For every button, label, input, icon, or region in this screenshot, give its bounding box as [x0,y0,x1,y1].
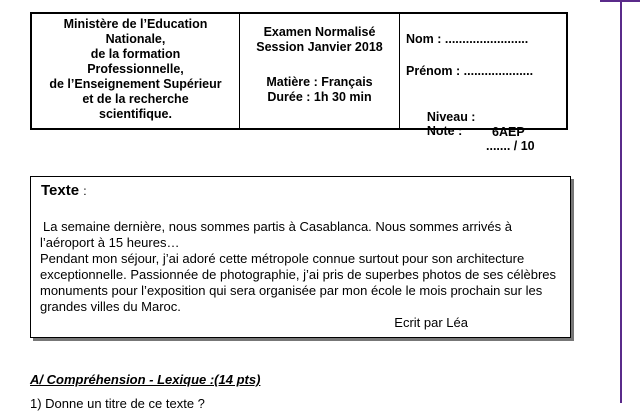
ministry-line: de la formation [90,47,181,61]
niveau-value: 6AEP [492,125,525,139]
exam-info-cell [240,14,400,128]
text-title [41,182,87,199]
note-value[interactable]: ....... / 10 [486,139,535,153]
exam-subject: Matière : Français [266,75,373,89]
text-title-label: Texte [41,182,80,199]
exam-title: Examen Normalisé [263,25,376,39]
ministry-cell [32,14,240,128]
ministry-line: Professionnelle, [87,62,184,76]
ministry-line: de l’Enseignement Supérieur [49,77,222,91]
ministry-line: Ministère de l’Education [63,17,208,31]
text-title-colon: : [83,184,87,198]
ministry-line: scientifique. [99,107,172,121]
text-paragraph-2: Pendant mon séjour, j’ai adoré cette métropole connue surtout pour son architecture exceptionnelle. Passionnée de photographie, j’ai pris de superbes photos de ses célèbres monuments pour l’exposition qui sera organisée par mon école le mois prochain sur les grandes villes du Maroc. [40,251,557,314]
nom-field[interactable]: Nom : ........................ [406,32,529,46]
exam-header-table [30,12,568,153]
niveau-label: Niveau : [426,110,476,124]
note-label: Note : [426,124,463,138]
text-body [40,219,560,331]
question-1: 1) Donne un titre de ce texte ? [30,396,205,411]
student-info-cell [400,14,566,153]
text-signature: Ecrit par Léa [394,315,468,330]
prenom-field[interactable]: Prénom : .................... [406,64,534,78]
ministry-line: et de la recherche [82,92,189,106]
exam-duration: Durée : 1h 30 min [267,90,372,104]
frame-right-border [620,0,622,403]
frame-top-border [600,0,640,2]
ministry-line: Nationale, [105,32,166,46]
section-a-heading: A/ Compréhension - Lexique :(14 pts) [30,372,261,387]
text-paragraph-1: La semaine dernière, nous sommes partis à Casablanca. Nous sommes arrivés à l’aéroport à 15 heures… [40,219,512,250]
exam-session: Session Janvier 2018 [256,40,383,54]
text-box [30,176,571,338]
